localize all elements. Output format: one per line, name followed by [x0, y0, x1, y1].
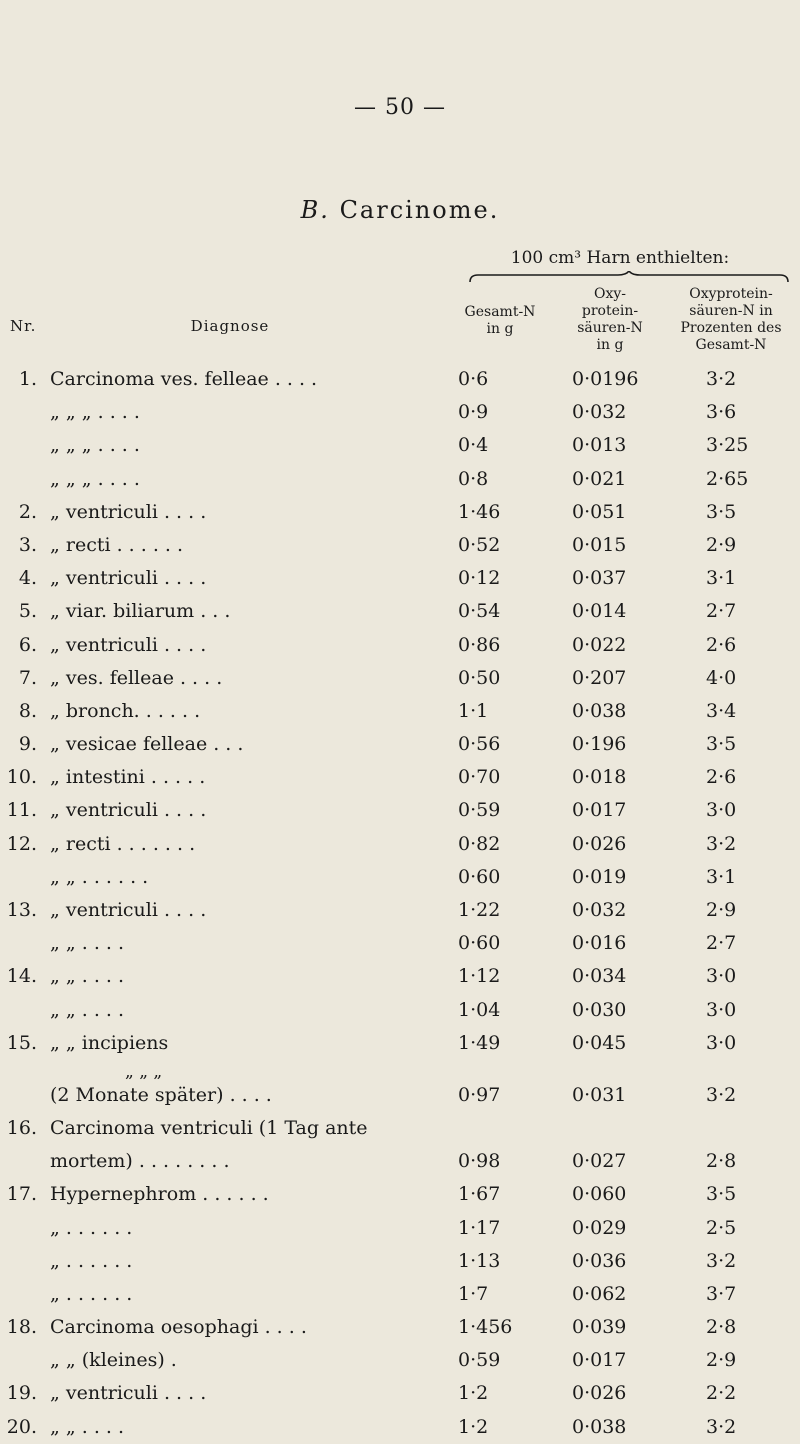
section-letter: B. [300, 196, 330, 224]
col-head-nr: Nr. [10, 317, 37, 335]
row-gesamt-n: 1·1 [458, 699, 489, 722]
row-number: 18. [6, 1316, 37, 1339]
row-number: 19. [6, 1382, 37, 1405]
group-brace [468, 271, 790, 283]
row-number: 10. [6, 766, 37, 789]
row-diagnose: „ „ . . . . [50, 1415, 125, 1438]
row-gesamt-n: 0·59 [458, 1349, 501, 1372]
row-diagnose: „ ventriculi . . . . [50, 633, 207, 656]
row-percent: 3·0 [706, 1031, 737, 1054]
col-head-oxy-line: Oxy- [593, 286, 626, 302]
row-number: 9. [18, 733, 37, 756]
row-diagnose: „ „ (kleines) . [50, 1349, 177, 1372]
table-row [0, 828, 800, 861]
row-diagnose: „ „ „ . . . . [50, 434, 140, 457]
table-row [0, 1178, 800, 1211]
row-diagnose: „ „ . . . . [50, 998, 125, 1021]
row-gesamt-n: 1·456 [458, 1316, 513, 1339]
row-diagnose: „ viar. biliarum . . . [50, 600, 231, 623]
table-row [0, 1278, 800, 1311]
row-diagnose: „ „ . . . . . . [50, 865, 149, 888]
table-row [0, 595, 800, 628]
row-gesamt-n: 1·49 [458, 1031, 501, 1054]
section-title-text: Carcinome. [339, 196, 500, 224]
row-percent: 3·2 [706, 368, 737, 390]
row-oxy-n: 0·027 [572, 1150, 627, 1173]
row-oxy-n: 0·015 [572, 533, 627, 556]
row-diagnose: „ „ . . . . [50, 965, 125, 988]
row-diagnose: „ . . . . . . [50, 1282, 133, 1305]
row-percent: 4·0 [706, 666, 737, 689]
row-diagnose: „ ventriculi . . . . [50, 567, 207, 590]
table-row [0, 496, 800, 529]
row-percent: 2·7 [706, 600, 737, 623]
table-row [0, 960, 800, 993]
row-gesamt-n: 0·9 [458, 401, 489, 424]
row-oxy-n: 0·039 [572, 1316, 627, 1339]
row-diagnose: „ recti . . . . . . [50, 533, 184, 556]
row-percent: 3·7 [706, 1282, 737, 1305]
col-head-oxy-line: säuren-N [577, 320, 643, 336]
table-row [0, 429, 800, 462]
row-number: 20. [6, 1415, 37, 1438]
row-number: 1. [18, 368, 37, 390]
table-row [0, 1112, 800, 1145]
row-oxy-n: 0·032 [572, 899, 627, 921]
row-percent: 2·9 [706, 533, 737, 556]
table-row [0, 695, 800, 728]
row-percent: 2·9 [706, 1349, 737, 1372]
row-oxy-n: 0·017 [572, 1349, 627, 1372]
row-oxy-n: 0·021 [572, 467, 627, 490]
row-number: 16. [6, 1116, 37, 1139]
col-head-pct-line: Prozenten des [680, 320, 782, 336]
row-gesamt-n: 1·12 [458, 965, 501, 988]
col-head-diagnose: Diagnose [190, 317, 270, 335]
table-row [0, 463, 800, 496]
row-gesamt-n: 0·70 [458, 766, 501, 789]
row-percent: 3·2 [706, 1249, 737, 1272]
col-head-pct-line: Gesamt-N [695, 337, 767, 353]
table-row [0, 927, 800, 960]
row-number: 5. [18, 600, 37, 623]
table-row [0, 1060, 800, 1112]
group-header: 100 cm³ Harn enthielten: [510, 248, 730, 268]
row-oxy-n: 0·196 [572, 733, 627, 756]
row-diagnose: „ „ „ . . . . [50, 467, 140, 490]
row-percent: 2·8 [706, 1316, 737, 1339]
row-oxy-n: 0·037 [572, 567, 627, 590]
row-percent: 3·5 [706, 1183, 737, 1206]
data-table [0, 363, 800, 1444]
row-diagnose: „ ventriculi . . . . [50, 799, 207, 822]
row-number: 4. [18, 567, 37, 590]
row-oxy-n: 0·060 [572, 1183, 627, 1206]
table-row [0, 1377, 800, 1410]
row-gesamt-n: 1·67 [458, 1183, 501, 1206]
row-gesamt-n: 0·6 [458, 368, 489, 390]
row-gesamt-n: 0·86 [458, 633, 501, 656]
row-percent: 2·6 [706, 633, 737, 656]
row-diagnose: „ ventriculi . . . . [50, 899, 207, 921]
col-head-gesamt [450, 304, 550, 338]
row-percent: 2·5 [706, 1216, 737, 1239]
row-percent: 2·9 [706, 899, 737, 921]
row-diagnose: (2 Monate später) . . . . [50, 1083, 272, 1106]
row-percent: 3·2 [706, 832, 737, 855]
row-oxy-n: 0·017 [572, 799, 627, 822]
table-row [0, 1344, 800, 1377]
col-head-pct-line: Oxyprotein- [689, 286, 773, 302]
row-oxy-n: 0·207 [572, 666, 627, 689]
row-oxy-n: 0·030 [572, 998, 627, 1021]
page-number: — 50 — [354, 95, 446, 120]
row-percent: 3·0 [706, 998, 737, 1021]
row-number: 11. [6, 799, 37, 822]
row-diagnose: „ recti . . . . . . . [50, 832, 196, 855]
row-diagnose: „ ventriculi . . . . [50, 1382, 207, 1405]
row-number: 17. [6, 1183, 37, 1206]
row-gesamt-n: 1·2 [458, 1382, 489, 1405]
table-row [0, 662, 800, 695]
table-row [0, 761, 800, 794]
row-number: 3. [18, 533, 37, 556]
row-percent: 2·6 [706, 766, 737, 789]
row-number: 8. [18, 699, 37, 722]
table-row [0, 794, 800, 827]
row-number: 14. [6, 965, 37, 988]
row-oxy-n: 0·034 [572, 965, 627, 988]
row-gesamt-n: 1·17 [458, 1216, 501, 1239]
table-row [0, 728, 800, 761]
row-diagnose: mortem) . . . . . . . . [50, 1150, 230, 1173]
row-oxy-n: 0·032 [572, 401, 627, 424]
row-gesamt-n: 0·4 [458, 434, 489, 457]
row-gesamt-n: 0·60 [458, 932, 501, 955]
row-oxy-n: 0·051 [572, 500, 627, 523]
row-percent: 3·2 [706, 1415, 737, 1438]
section-title [0, 196, 800, 224]
row-diagnose: „ intestini . . . . . [50, 766, 206, 789]
row-diagnose: „ . . . . . . [50, 1249, 133, 1272]
row-oxy-n: 0·019 [572, 865, 627, 888]
row-percent: 3·2 [706, 1083, 737, 1106]
col-head-gesamt-line: Gesamt-N [464, 304, 536, 320]
row-oxy-n: 0·036 [572, 1249, 627, 1272]
row-number: 7. [18, 666, 37, 689]
row-number: 6. [18, 633, 37, 656]
row-diagnose: „ . . . . . . [50, 1216, 133, 1239]
row-oxy-n: 0·062 [572, 1282, 627, 1305]
row-gesamt-n: 0·56 [458, 733, 501, 756]
row-percent: 3·25 [706, 434, 749, 457]
row-number: 13. [6, 899, 37, 921]
row-oxy-n: 0·0196 [572, 368, 639, 390]
row-gesamt-n: 0·82 [458, 832, 501, 855]
col-head-oxy-line: protein- [581, 303, 639, 319]
row-percent: 3·5 [706, 500, 737, 523]
table-row [0, 1245, 800, 1278]
table-row [0, 1027, 800, 1060]
row-oxy-n: 0·038 [572, 699, 627, 722]
row-oxy-n: 0·022 [572, 633, 627, 656]
col-head-oxy-line: in g [596, 337, 624, 353]
row-gesamt-n: 0·8 [458, 467, 489, 490]
row-percent: 3·0 [706, 799, 737, 822]
row-number: 12. [6, 832, 37, 855]
row-oxy-n: 0·031 [572, 1083, 627, 1106]
row-diagnose: „ vesicae felleae . . . [50, 733, 244, 756]
row-percent: 3·1 [706, 865, 737, 888]
row-gesamt-n: 1·7 [458, 1282, 489, 1305]
row-gesamt-n: 0·98 [458, 1150, 501, 1173]
row-percent: 3·4 [706, 699, 737, 722]
row-gesamt-n: 1·13 [458, 1249, 501, 1272]
row-number: 15. [6, 1031, 37, 1054]
table-row [0, 562, 800, 595]
row-gesamt-n: 0·97 [458, 1083, 501, 1106]
row-oxy-n: 0·018 [572, 766, 627, 789]
row-diagnose: „ „ . . . . [50, 932, 125, 955]
row-oxy-n: 0·038 [572, 1415, 627, 1438]
row-oxy-n: 0·014 [572, 600, 627, 623]
table-row [0, 1411, 800, 1444]
row-percent: 3·6 [706, 401, 737, 424]
col-head-oxy [560, 286, 660, 354]
row-diagnose: „ ves. felleae . . . . [50, 666, 223, 689]
row-percent: 2·7 [706, 932, 737, 955]
row-oxy-n: 0·029 [572, 1216, 627, 1239]
row-gesamt-n: 1·2 [458, 1415, 489, 1438]
row-percent: 2·65 [706, 467, 749, 490]
row-gesamt-n: 0·12 [458, 567, 501, 590]
row-diagnose: „ ventriculi . . . . [50, 500, 207, 523]
row-gesamt-n: 1·22 [458, 899, 501, 921]
table-row [0, 1311, 800, 1344]
col-head-pct-line: säuren-N in [689, 303, 773, 319]
row-diagnose: Hypernephrom . . . . . . [50, 1183, 269, 1206]
table-row [0, 396, 800, 429]
row-oxy-n: 0·013 [572, 434, 627, 457]
row-ditto-line: „ „ „ [125, 1061, 163, 1082]
row-gesamt-n: 0·59 [458, 799, 501, 822]
col-head-pct [662, 286, 800, 354]
row-number: 2. [18, 500, 37, 523]
row-diagnose: „ „ „ . . . . [50, 401, 140, 424]
row-gesamt-n: 0·54 [458, 600, 501, 623]
table-row [0, 861, 800, 894]
row-diagnose: Carcinoma oesophagi . . . . [50, 1316, 307, 1339]
table-row [0, 994, 800, 1027]
table-row [0, 363, 800, 396]
table-row [0, 1212, 800, 1245]
table-row [0, 1145, 800, 1178]
row-percent: 3·5 [706, 733, 737, 756]
row-oxy-n: 0·026 [572, 1382, 627, 1405]
row-gesamt-n: 0·50 [458, 666, 501, 689]
col-head-gesamt-line: in g [486, 321, 514, 337]
table-row [0, 894, 800, 927]
row-oxy-n: 0·026 [572, 832, 627, 855]
row-diagnose: „ bronch. . . . . . [50, 699, 201, 722]
row-diagnose: Carcinoma ventriculi (1 Tag ante [50, 1116, 368, 1139]
row-percent: 2·2 [706, 1382, 737, 1405]
row-diagnose: „ „ incipiens [50, 1031, 169, 1054]
table-row [0, 529, 800, 562]
row-percent: 3·1 [706, 567, 737, 590]
row-gesamt-n: 1·46 [458, 500, 501, 523]
row-diagnose: Carcinoma ves. felleae . . . . [50, 368, 318, 390]
row-oxy-n: 0·045 [572, 1031, 627, 1054]
row-percent: 2·8 [706, 1150, 737, 1173]
row-gesamt-n: 0·60 [458, 865, 501, 888]
row-gesamt-n: 0·52 [458, 533, 501, 556]
row-oxy-n: 0·016 [572, 932, 627, 955]
table-row [0, 629, 800, 662]
row-percent: 3·0 [706, 965, 737, 988]
row-gesamt-n: 1·04 [458, 998, 501, 1021]
